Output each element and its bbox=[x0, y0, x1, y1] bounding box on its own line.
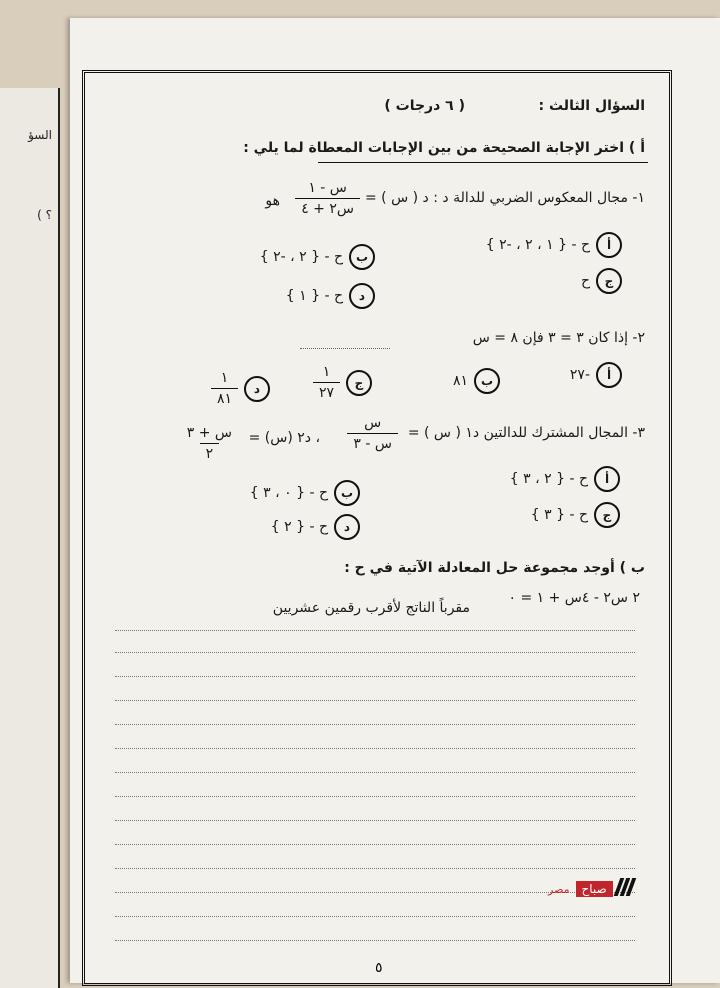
answer-line[interactable] bbox=[115, 820, 635, 821]
page-number: ٥ bbox=[375, 960, 383, 976]
option-letter-c: ج bbox=[594, 502, 620, 528]
q3-mid: ، د٢ (س) = bbox=[248, 430, 320, 446]
q3-option-d[interactable] bbox=[271, 514, 360, 540]
q1-denominator: س٢ + ٤ bbox=[295, 198, 360, 217]
q1-option-d[interactable] bbox=[286, 283, 375, 309]
option-letter-b: ب bbox=[474, 368, 500, 394]
answer-line[interactable] bbox=[115, 796, 635, 797]
previous-page-fragment: السؤ bbox=[28, 128, 52, 142]
answer-line[interactable] bbox=[115, 724, 635, 725]
answer-blank bbox=[300, 348, 390, 349]
q1-fraction bbox=[295, 180, 360, 217]
option-text: ح bbox=[580, 273, 590, 289]
q3-option-a[interactable] bbox=[510, 466, 620, 492]
answer-line[interactable] bbox=[115, 868, 635, 869]
option-numerator: ١ bbox=[322, 364, 331, 380]
previous-page-edge bbox=[0, 88, 60, 988]
answer-line[interactable] bbox=[115, 772, 635, 773]
option-text: -٢٧ bbox=[569, 367, 590, 383]
previous-page-fragment: ؟ ) bbox=[37, 208, 52, 222]
q3-stem: ٣- المجال المشترك للدالتين د١ ( س ) = bbox=[407, 425, 645, 441]
option-letter-d: د bbox=[334, 514, 360, 540]
option-letter-d: د bbox=[349, 283, 375, 309]
watermark-logo bbox=[548, 878, 633, 900]
option-text: ح - { ١ ، ٢ ، -٢ } bbox=[485, 237, 590, 253]
q1-option-c[interactable] bbox=[581, 268, 622, 294]
q2-option-d[interactable] bbox=[211, 370, 270, 407]
option-letter-c: ج bbox=[596, 268, 622, 294]
option-letter-c: ج bbox=[346, 370, 372, 396]
q3-fraction-1 bbox=[347, 415, 398, 452]
option-letter-a: أ bbox=[596, 362, 622, 388]
page-border bbox=[82, 70, 672, 986]
q2-option-a[interactable] bbox=[570, 362, 622, 388]
q3-denominator-2: ٢ bbox=[200, 443, 220, 462]
option-text: ٨١ bbox=[452, 373, 468, 389]
part-b-instruction: ب ) أوجد مجموعة حل المعادلة الآتية في ح : bbox=[344, 560, 645, 576]
q3-option-b[interactable] bbox=[250, 480, 360, 506]
answer-line[interactable] bbox=[115, 652, 635, 653]
option-letter-b: ب bbox=[349, 244, 375, 270]
question-grade: ( ٦ درجات ) bbox=[384, 98, 465, 114]
answer-line[interactable] bbox=[115, 916, 635, 917]
part-b-equation: ٢ س٢ - ٤س + ١ = ٠ bbox=[508, 590, 640, 606]
part-b-note: مقرباً الناتج لأقرب رقمين عشريين bbox=[272, 600, 470, 616]
q1-numerator: س - ١ bbox=[308, 180, 347, 196]
q1-tail: هو bbox=[265, 193, 280, 209]
option-letter-d: د bbox=[244, 376, 270, 402]
q2-option-b[interactable] bbox=[453, 368, 500, 394]
q3-numerator-2: س + ٣ bbox=[186, 425, 232, 441]
option-numerator: ١ bbox=[220, 370, 229, 386]
answer-line[interactable] bbox=[115, 844, 635, 845]
option-letter-a: أ bbox=[596, 232, 622, 258]
option-text: ح - { ١ } bbox=[285, 288, 343, 304]
logo-subtext: مصر bbox=[548, 882, 570, 896]
answer-line[interactable] bbox=[115, 748, 635, 749]
logo-stripes-icon bbox=[615, 878, 633, 900]
question-title: السؤال الثالث : bbox=[538, 98, 645, 114]
answer-line[interactable] bbox=[115, 630, 635, 631]
option-denominator: ٨١ bbox=[211, 388, 238, 407]
part-a-instruction: أ ) اختر الإجابة الصحيحة من بين الإجابات المعطاة لما يلي : bbox=[243, 140, 645, 156]
option-letter-a: أ bbox=[594, 466, 620, 492]
q3-option-c[interactable] bbox=[531, 502, 620, 528]
answer-line[interactable] bbox=[115, 700, 635, 701]
q1-option-a[interactable] bbox=[486, 232, 622, 258]
logo-main: صباح bbox=[576, 881, 613, 897]
q1-option-b[interactable] bbox=[260, 244, 375, 270]
q3-numerator-1: س bbox=[364, 415, 382, 431]
option-denominator: ٢٧ bbox=[313, 382, 340, 401]
option-text: ح - { ٢ } bbox=[270, 519, 328, 535]
option-letter-b: ب bbox=[334, 480, 360, 506]
q3-denominator-1: س - ٣ bbox=[347, 433, 398, 452]
instruction-underline bbox=[318, 162, 648, 163]
q2-stem: ٢- إذا كان ٣ = ٣ فإن ٨ = س bbox=[472, 330, 645, 346]
option-text: ح - { ٠ ، ٣ } bbox=[249, 485, 328, 501]
option-text: ح - { ٣ } bbox=[530, 507, 588, 523]
option-text: ح - { ٢ ، -٢ } bbox=[259, 249, 343, 265]
q2-option-c[interactable] bbox=[313, 364, 372, 401]
answer-line[interactable] bbox=[115, 676, 635, 677]
q1-stem: ١- مجال المعكوس الضربي للدالة د : د ( س ) = bbox=[365, 190, 645, 206]
q3-fraction-2 bbox=[181, 425, 238, 462]
answer-line[interactable] bbox=[115, 940, 635, 941]
option-text: ح - { ٢ ، ٣ } bbox=[509, 471, 588, 487]
